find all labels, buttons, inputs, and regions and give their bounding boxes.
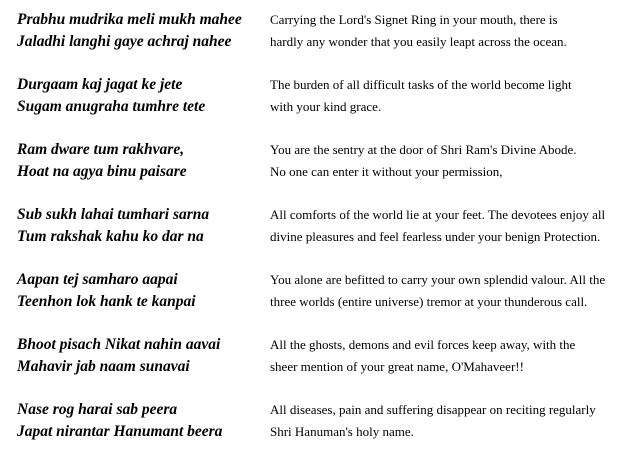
verse-5 xyxy=(0,269,629,319)
verse-7 xyxy=(0,399,629,449)
english-line-2: No one can enter it without your permission, xyxy=(270,164,503,179)
english-line-1: All diseases, pain and suffering disappear on reciting regularly xyxy=(270,402,596,417)
hindi-line-1: Ram dware tum rakhvare, xyxy=(17,141,185,158)
hindi-line-2: Japat nirantar Hanumant beera xyxy=(17,423,223,440)
english-line-1: You alone are befitted to carry your own splendid valour. All the xyxy=(270,272,606,287)
hindi-line-2: Sugam anugraha tumhre tete xyxy=(17,98,206,115)
hindi-line-2: Mahavir jab naam sunavai xyxy=(17,358,190,375)
english-line-2: sheer mention of your great name, O'Mahaveer!! xyxy=(270,359,524,374)
hindi-line-2: Tum rakshak kahu ko dar na xyxy=(17,228,204,245)
hindi-line-1: Nase rog harai sab peera xyxy=(17,401,178,418)
hindi-line-1: Durgaam kaj jagat ke jete xyxy=(17,76,183,93)
verse-2 xyxy=(0,74,629,124)
english-line-1: Carrying the Lord's Signet Ring in your mouth, there is xyxy=(270,12,558,27)
verse-4 xyxy=(0,204,629,254)
english-line-1: You are the sentry at the door of Shri Ram's Divine Abode. xyxy=(270,142,577,157)
verse-1 xyxy=(0,9,629,59)
english-line-1: All comforts of the world lie at your feet. The devotees enjoy all xyxy=(270,207,606,222)
hindi-line-1: Aapan tej samharo aapai xyxy=(17,271,178,288)
english-line-2: with your kind grace. xyxy=(270,99,382,114)
hindi-line-1: Bhoot pisach Nikat nahin aavai xyxy=(17,336,221,353)
verse-3 xyxy=(0,139,629,189)
hindi-line-1: Prabhu mudrika meli mukh mahee xyxy=(17,11,242,28)
verse-6 xyxy=(0,334,629,384)
english-line-1: The burden of all difficult tasks of the world become light xyxy=(270,77,572,92)
hindi-line-2: Jaladhi langhi gaye achraj nahee xyxy=(17,33,232,50)
english-line-2: hardly any wonder that you easily leapt across the ocean. xyxy=(270,34,567,49)
english-line-2: three worlds (entire universe) tremor at your thunderous call. xyxy=(270,294,588,309)
hindi-line-2: Teenhon lok hank te kanpai xyxy=(17,293,196,310)
hindi-line-1: Sub sukh lahai tumhari sarna xyxy=(17,206,210,223)
hindi-line-2: Hoat na agya binu paisare xyxy=(17,163,187,180)
english-line-1: All the ghosts, demons and evil forces keep away, with the xyxy=(270,337,576,352)
english-line-2: divine pleasures and feel fearless under your benign Protection. xyxy=(270,229,601,244)
english-line-2: Shri Hanuman's holy name. xyxy=(270,424,414,439)
